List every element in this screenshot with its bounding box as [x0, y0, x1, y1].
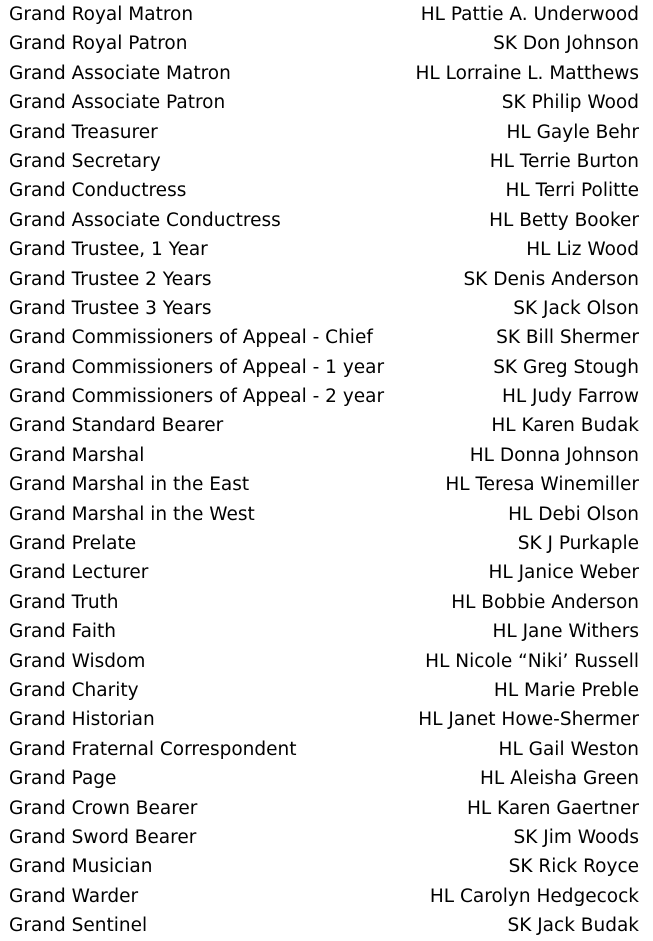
- officer-name: HL Liz Wood: [526, 239, 639, 261]
- officer-name: SK Philip Wood: [501, 92, 639, 114]
- officer-title: Grand Marshal in the West: [9, 503, 255, 525]
- officer-row: [0, 764, 653, 793]
- officer-name: HL Marie Preble: [493, 679, 639, 701]
- officer-title: Grand Historian: [9, 709, 155, 731]
- officer-row: [0, 441, 653, 470]
- officer-row: [0, 353, 653, 382]
- officer-name: HL Pattie A. Underwood: [420, 4, 639, 25]
- officer-title: Grand Secretary: [9, 150, 161, 172]
- officer-name: HL Janice Weber: [488, 562, 639, 584]
- officer-name: HL Lorraine L. Matthews: [415, 62, 639, 84]
- officer-name: SK Denis Anderson: [463, 268, 639, 290]
- officer-title: Grand Charity: [9, 679, 139, 701]
- officer-title: Grand Prelate: [9, 533, 137, 555]
- officer-row: [0, 823, 653, 852]
- officer-title: Grand Faith: [9, 621, 117, 643]
- officer-title: Grand Sentinel: [9, 915, 148, 937]
- officer-name: HL Karen Budak: [491, 415, 639, 437]
- officer-row: [0, 647, 653, 676]
- officer-name: HL Gail Weston: [498, 738, 639, 760]
- officer-title: Grand Lecturer: [9, 562, 149, 584]
- officer-name: HL Janet Howe-Shermer: [418, 709, 639, 731]
- officer-row: [0, 558, 653, 587]
- officer-name: HL Gayle Behr: [506, 121, 639, 143]
- officer-name: HL Nicole “Niki’ Russell: [425, 650, 639, 672]
- officer-title: Grand Trustee 3 Years: [9, 297, 212, 319]
- officer-title: Grand Musician: [9, 856, 153, 878]
- officer-row: [0, 705, 653, 734]
- officer-name: HL Karen Gaertner: [466, 797, 639, 819]
- officer-row: [0, 735, 653, 764]
- officer-row: [0, 206, 653, 235]
- officer-row: [0, 323, 653, 352]
- officer-row: [0, 118, 653, 147]
- officer-name: HL Carolyn Hedgecock: [429, 885, 639, 907]
- officer-title: Grand Royal Patron: [9, 33, 188, 55]
- officer-title: Grand Commissioners of Appeal - Chief: [9, 327, 373, 349]
- officer-title: Grand Fraternal Correspondent: [9, 738, 297, 760]
- officer-row: [0, 794, 653, 823]
- officer-title: Grand Page: [9, 768, 117, 790]
- officer-row: [0, 882, 653, 911]
- officer-row: [0, 0, 653, 29]
- officer-name: HL Debi Olson: [508, 503, 639, 525]
- officer-title: Grand Commissioners of Appeal - 1 year: [9, 356, 385, 378]
- officer-row: [0, 235, 653, 264]
- officer-title: Grand Sword Bearer: [9, 826, 197, 848]
- officer-title: Grand Standard Bearer: [9, 415, 224, 437]
- officer-row: [0, 88, 653, 117]
- officer-title: Grand Trustee, 1 Year: [9, 239, 208, 261]
- officer-name: SK Don Johnson: [493, 33, 639, 55]
- officer-name: HL Jane Withers: [492, 621, 639, 643]
- officer-row: [0, 529, 653, 558]
- officer-title: Grand Truth: [9, 591, 119, 613]
- officer-name: SK Rick Royce: [508, 856, 639, 878]
- officer-title: Grand Conductress: [9, 180, 187, 202]
- officer-name: HL Judy Farrow: [501, 386, 639, 408]
- officer-row: [0, 176, 653, 205]
- officer-title: Grand Warder: [9, 885, 139, 907]
- officer-name: SK Jack Budak: [507, 915, 639, 937]
- officer-title: Grand Commissioners of Appeal - 2 year: [9, 386, 385, 408]
- officer-title: Grand Trustee 2 Years: [9, 268, 212, 290]
- officer-row: [0, 59, 653, 88]
- officer-name: HL Donna Johnson: [469, 444, 639, 466]
- officer-row: [0, 29, 653, 58]
- officer-row: [0, 382, 653, 411]
- officer-name: HL Aleisha Green: [479, 768, 639, 790]
- officer-title: Grand Crown Bearer: [9, 797, 198, 819]
- officer-name: HL Terri Politte: [505, 180, 639, 202]
- officer-name: SK Jim Woods: [513, 826, 639, 848]
- officer-name: HL Terrie Burton: [489, 150, 639, 172]
- officer-row: [0, 265, 653, 294]
- officer-row: [0, 617, 653, 646]
- officer-title: Grand Royal Matron: [9, 4, 194, 25]
- officer-title: Grand Marshal: [9, 444, 145, 466]
- officer-title: Grand Associate Matron: [9, 62, 231, 84]
- officer-name: SK Greg Stough: [493, 356, 639, 378]
- officer-row: [0, 411, 653, 440]
- officer-row: [0, 500, 653, 529]
- officer-name: SK Bill Shermer: [496, 327, 639, 349]
- officer-row: [0, 470, 653, 499]
- officer-name: HL Bobbie Anderson: [451, 591, 639, 613]
- officer-name: SK Jack Olson: [513, 297, 639, 319]
- officer-row: [0, 852, 653, 881]
- officer-name: HL Teresa Winemiller: [445, 474, 639, 496]
- officer-name: HL Betty Booker: [489, 209, 639, 231]
- officer-title: Grand Associate Patron: [9, 92, 226, 114]
- officer-title: Grand Treasurer: [9, 121, 158, 143]
- officer-name: SK J Purkaple: [517, 533, 639, 555]
- officer-row: [0, 911, 653, 940]
- officer-row: [0, 294, 653, 323]
- officer-row: [0, 588, 653, 617]
- officer-title: Grand Wisdom: [9, 650, 146, 672]
- officer-title: Grand Marshal in the East: [9, 474, 250, 496]
- officer-row: [0, 147, 653, 176]
- officer-title: Grand Associate Conductress: [9, 209, 281, 231]
- officer-row: [0, 676, 653, 705]
